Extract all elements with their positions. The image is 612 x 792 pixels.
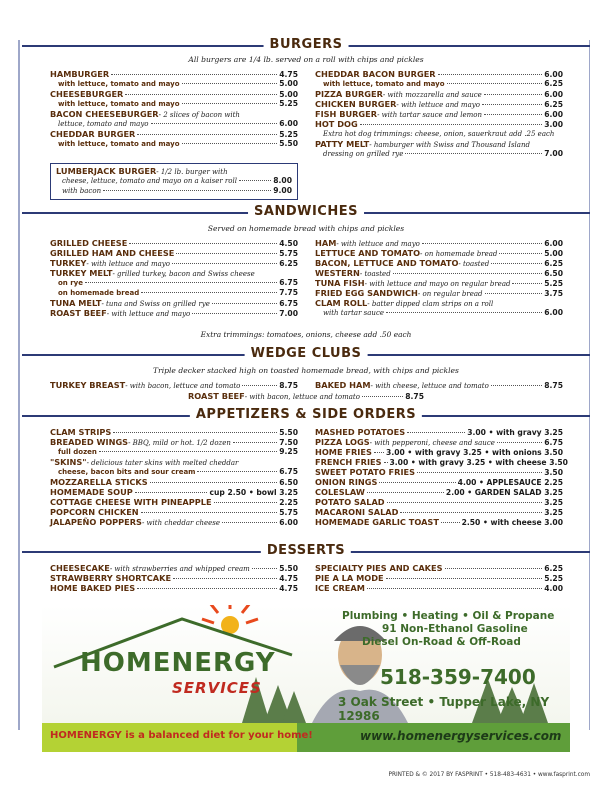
- dot-leader: [113, 432, 277, 433]
- dot-leader: [172, 263, 277, 264]
- dot-leader: [99, 451, 277, 452]
- apps-left-column: [50, 427, 298, 527]
- item-name: CHEDDAR BURGER: [50, 129, 136, 139]
- homenergy-ad: [42, 605, 570, 752]
- item-description: dressing on grilled rye: [323, 150, 404, 158]
- item-price: 5.50: [279, 428, 298, 437]
- menu-item: [50, 119, 298, 129]
- menu-item: [50, 583, 298, 593]
- item-description: - with lettuce and mayo: [396, 101, 480, 109]
- item-description: - with pepperoni, cheese and sauce: [369, 439, 495, 447]
- dot-leader: [367, 588, 542, 589]
- item-name: PIZZA BURGER: [315, 89, 383, 99]
- ad-line-1: Plumbing • Heating • Oil & Propane: [342, 610, 555, 622]
- printer-credit: PRINTED & © 2017 BY FASPRINT • 518-483-4631 • www.fasprint.com: [388, 772, 590, 778]
- item-price: 5.75: [279, 249, 298, 258]
- menu-item: [50, 308, 298, 318]
- dot-leader: [438, 74, 543, 75]
- item-price: 5.50: [279, 139, 298, 148]
- item-price: 6.00: [544, 110, 563, 119]
- item-name: TURKEY MELT: [50, 268, 113, 278]
- item-description: - 2 slices of bacon with: [158, 111, 240, 119]
- item-price: 4.50: [279, 239, 298, 248]
- item-description: - with lettuce and mayo: [336, 240, 420, 248]
- burgers-subtitle: All burgers are 1/4 lb. served on a roll with chips and pickles: [188, 55, 424, 64]
- item-price: 6.25: [544, 100, 563, 109]
- dot-leader: [137, 134, 277, 135]
- item-price: 6.00: [279, 119, 298, 128]
- menu-item: [50, 268, 298, 278]
- burgers-title: BURGERS: [264, 37, 349, 52]
- dot-leader: [176, 253, 277, 254]
- dot-leader: [212, 303, 277, 304]
- item-name: TURKEY: [50, 258, 87, 268]
- sandwiches-note: Extra trimmings: tomatoes, onions, cheese add .50 each: [200, 330, 412, 339]
- item-name: COLESLAW: [315, 487, 365, 497]
- item-name: SWEET POTATO FRIES: [315, 467, 415, 477]
- item-price: 6.75: [544, 438, 563, 447]
- dot-leader: [85, 282, 277, 283]
- menu-item: [50, 517, 298, 527]
- burgers-header: [22, 39, 590, 53]
- dot-leader: [407, 432, 465, 433]
- sandwiches-right-column: [315, 238, 563, 318]
- dot-leader: [182, 83, 278, 84]
- item-name: HOMEMADE GARLIC TOAST: [315, 517, 439, 527]
- ad-bottom-bar: [42, 723, 570, 752]
- wedge-item-2: BAKED HAM - with cheese, lettuce and tomato 8.75: [315, 380, 563, 390]
- ad-slogan: HOMENERGY is a balanced diet for your home!: [50, 730, 313, 741]
- item-description: - delicious tater skins with melted cheddar: [86, 459, 239, 467]
- dot-leader: [125, 94, 277, 95]
- item-name: COTTAGE CHEESE WITH PINEAPPLE: [50, 497, 212, 507]
- item-name: CHICKEN BURGER: [315, 99, 397, 109]
- item-price: 4.75: [279, 574, 298, 583]
- dot-leader: [512, 283, 542, 284]
- menu-item: [315, 278, 563, 288]
- item-price: 5.75: [279, 508, 298, 517]
- item-price: 4.75: [279, 584, 298, 593]
- item-price: 2.25: [279, 498, 298, 507]
- desserts-title: DESSERTS: [261, 543, 351, 558]
- item-price: 3.00 • with gravy 3.25 • with onions 3.50: [386, 448, 563, 457]
- dot-leader: [111, 74, 277, 75]
- item-price: 5.25: [279, 99, 298, 108]
- burgers-right-column: [315, 69, 563, 159]
- item-price: 5.25: [544, 279, 563, 288]
- item-name: HAM: [315, 238, 337, 248]
- menu-item: [50, 497, 298, 507]
- sandwiches-left-column: [50, 238, 298, 318]
- dot-leader: [141, 512, 278, 513]
- menu-item: [50, 437, 298, 447]
- item-price: 6.25: [279, 259, 298, 268]
- menu-item: [50, 238, 298, 248]
- menu-item: [50, 457, 298, 467]
- wedge-header: [22, 348, 590, 362]
- dot-leader: [484, 94, 542, 95]
- desserts-header: [22, 545, 590, 559]
- wedge-subtitle: Triple decker stacked high on toasted homemade bread, with chips and pickles: [153, 366, 459, 375]
- menu-item: [315, 497, 563, 507]
- dot-leader: [374, 452, 384, 453]
- dot-leader: [252, 568, 277, 569]
- item-price: 5.50: [279, 564, 298, 573]
- item-name: PIZZA LOGS: [315, 437, 370, 447]
- item-name: TUNA FISH: [315, 278, 365, 288]
- menu-item: [315, 447, 563, 457]
- menu-item: [50, 288, 298, 298]
- item-price: 6.50: [544, 269, 563, 278]
- item-price: 6.00: [544, 239, 563, 248]
- item-description: with lettuce, tomato and mayo: [58, 100, 180, 108]
- menu-item: [315, 507, 563, 517]
- item-price: 3.00 • with gravy 3.25 • with cheese 3.50: [389, 458, 568, 467]
- menu-item: [315, 563, 563, 573]
- item-description: lettuce, tomato and mayo: [58, 120, 149, 128]
- menu-item: [315, 248, 563, 258]
- menu-item: [50, 69, 298, 79]
- dot-leader: [422, 243, 542, 244]
- item-description: - toasted: [458, 260, 490, 268]
- wedge-title: WEDGE CLUBS: [245, 346, 368, 361]
- item-price: 2.00 • GARDEN SALAD 3.25: [445, 488, 563, 497]
- item-price: 5.25: [544, 574, 563, 583]
- item-price: 7.50: [279, 438, 298, 447]
- wedge-item-1: TURKEY BREAST - with bacon, lettuce and tomato 8.75: [50, 380, 298, 390]
- dot-leader: [482, 104, 542, 105]
- item-name: TUNA MELT: [50, 298, 102, 308]
- item-name: PIE A LA MODE: [315, 573, 384, 583]
- dot-leader: [417, 472, 542, 473]
- dot-leader: [151, 123, 278, 124]
- item-price: 3.00 • with gravy 3.25: [467, 428, 563, 437]
- menu-item: [315, 119, 563, 129]
- item-description: - with cheddar cheese: [141, 519, 221, 527]
- dot-leader: [222, 522, 277, 523]
- menu-item: [50, 139, 298, 149]
- menu-item: [315, 238, 563, 248]
- item-description: - tuna and Swiss on grilled rye: [101, 300, 210, 308]
- menu-item: [50, 298, 298, 308]
- item-name: ICE CREAM: [315, 583, 365, 593]
- sandwiches-title: SANDWICHES: [248, 204, 364, 219]
- burgers-left-column: [50, 69, 298, 149]
- item-name: CLAM STRIPS: [50, 427, 112, 437]
- dot-leader: [484, 114, 542, 115]
- sandwiches-header: [22, 206, 590, 220]
- dot-leader: [182, 143, 278, 144]
- dot-leader: [393, 273, 543, 274]
- dot-leader: [491, 263, 542, 264]
- item-price: 6.50: [279, 478, 298, 487]
- dot-leader: [405, 153, 542, 154]
- menu-item: [315, 149, 563, 159]
- item-description: - BBQ, mild or hot. 1/2 dozen: [128, 439, 231, 447]
- item-name: CLAM ROLL: [315, 298, 368, 308]
- item-name: ONION RINGS: [315, 477, 378, 487]
- menu-item: [50, 563, 298, 573]
- menu-item: [315, 79, 563, 89]
- item-name: HOME BAKED PIES: [50, 583, 136, 593]
- ad-line-3: Diesel On-Road & Off-Road: [362, 636, 521, 648]
- lumberjack-name: LUMBERJACK BURGER: [56, 166, 157, 176]
- menu-item: [315, 583, 563, 593]
- dot-leader: [197, 471, 277, 472]
- menu-item: [50, 99, 298, 109]
- menu-item: [315, 437, 563, 447]
- item-name: BREADED WINGS: [50, 437, 129, 447]
- menu-item: [315, 427, 563, 437]
- dot-leader: [214, 502, 278, 503]
- item-description: - with lettuce and mayo on regular bread: [364, 280, 511, 288]
- dot-leader: [497, 442, 542, 443]
- dot-leader: [233, 442, 277, 443]
- dot-leader: [367, 492, 444, 493]
- menu-item: [50, 79, 298, 89]
- item-description: on rye: [58, 279, 83, 287]
- item-price: 5.00: [279, 90, 298, 99]
- dot-leader: [150, 482, 278, 483]
- dot-leader: [141, 292, 277, 293]
- menu-item: [315, 258, 563, 268]
- item-name: POPCORN CHICKEN: [50, 507, 139, 517]
- item-name: CHEDDAR BACON BURGER: [315, 69, 436, 79]
- menu-item: [50, 487, 298, 497]
- desserts-left-column: [50, 563, 298, 593]
- right-border: [589, 40, 591, 730]
- dot-leader: [499, 253, 542, 254]
- item-price: 3.25: [544, 498, 563, 507]
- item-description: - with tartar sauce and lemon: [377, 111, 483, 119]
- item-name: "SKINS": [50, 457, 87, 467]
- item-price: 3.50: [544, 468, 563, 477]
- dot-leader: [182, 103, 278, 104]
- item-name: STRAWBERRY SHORTCAKE: [50, 573, 172, 583]
- item-name: HOT DOG: [315, 119, 358, 129]
- dot-leader: [135, 492, 208, 493]
- item-price: 3.00: [544, 120, 563, 129]
- menu-item: [315, 268, 563, 278]
- menu-item: [50, 129, 298, 139]
- item-description: with tartar sauce: [323, 309, 385, 317]
- item-name: LETTUCE AND TOMATO: [315, 248, 421, 258]
- dot-leader: [485, 293, 543, 294]
- item-price: 7.00: [279, 309, 298, 318]
- ad-brand: HOMENERGY: [80, 648, 276, 678]
- item-name: MOZZARELLA STICKS: [50, 477, 148, 487]
- item-name: SPECIALTY PIES AND CAKES: [315, 563, 443, 573]
- menu-item: [50, 427, 298, 437]
- item-price: 7.75: [279, 288, 298, 297]
- menu-item: [50, 573, 298, 583]
- item-name: HAMBURGER: [50, 69, 110, 79]
- item-name: CHEESEBURGER: [50, 89, 124, 99]
- item-price: 3.75: [544, 289, 563, 298]
- item-name: GRILLED HAM AND CHEESE: [50, 248, 175, 258]
- dot-leader: [360, 124, 543, 125]
- item-name: JALAPEÑO POPPERS: [50, 517, 142, 527]
- item-name: BACON CHEESEBURGER: [50, 109, 159, 119]
- dot-leader: [379, 482, 455, 483]
- item-price: 6.25: [544, 259, 563, 268]
- item-price: 9.25: [279, 447, 298, 456]
- item-name: HOMEMADE SOUP: [50, 487, 133, 497]
- dot-leader: [441, 522, 460, 523]
- item-price: 5.00: [279, 79, 298, 88]
- desserts-right-column: [315, 563, 563, 593]
- item-description: full dozen: [58, 448, 97, 456]
- ad-website[interactable]: www.homenergyservices.com: [360, 729, 562, 743]
- menu-item: [315, 89, 563, 99]
- item-description: - toasted: [359, 270, 391, 278]
- item-name: FRENCH FRIES: [315, 457, 382, 467]
- dot-leader: [173, 578, 277, 579]
- menu-item: [315, 487, 563, 497]
- dot-leader: [386, 578, 543, 579]
- menu-item: [315, 467, 563, 477]
- item-name: CHEESECAKE: [50, 563, 110, 573]
- apps-right-column: [315, 427, 568, 527]
- item-price: 6.25: [544, 79, 563, 88]
- menu-item: [50, 467, 298, 477]
- dot-leader: [447, 83, 543, 84]
- menu-item: [315, 298, 563, 308]
- item-name: HOME FRIES: [315, 447, 372, 457]
- menu-item: [315, 573, 563, 583]
- menu-item: [50, 447, 298, 457]
- menu-item: [50, 109, 298, 119]
- item-description: - batter dipped clam strips on a roll: [367, 300, 494, 308]
- dot-leader: [129, 243, 277, 244]
- item-description: on homemade bread: [58, 289, 140, 297]
- wedge-item-3: ROAST BEEF - with bacon, lettuce and tomato 8.75: [188, 391, 424, 401]
- ad-brand-sub: SERVICES: [172, 679, 262, 697]
- item-description: - grilled turkey, bacon and Swiss cheese: [112, 270, 255, 278]
- item-price: 2.50 • with cheese 3.00: [461, 518, 563, 527]
- item-price: 6.00: [279, 518, 298, 527]
- item-description: - with lettuce and mayo: [106, 310, 191, 318]
- item-description: with lettuce, tomato and mayo: [323, 80, 445, 88]
- item-price: 4.00 • APPLESAUCE 2.25: [457, 478, 563, 487]
- item-price: 4.75: [279, 70, 298, 79]
- dot-leader: [386, 312, 542, 313]
- sandwiches-subtitle: Served on homemade bread with chips and pickles: [207, 224, 405, 233]
- item-name: BACON, LETTUCE AND TOMATO: [315, 258, 459, 268]
- dot-leader: [387, 502, 543, 503]
- item-price: 6.00: [544, 90, 563, 99]
- item-description: Extra hot dog trimmings: cheese, onion, sauerkraut add .25 each: [323, 130, 555, 138]
- item-description: - on regular bread: [417, 290, 483, 298]
- item-price: 3.25: [544, 508, 563, 517]
- dot-leader: [137, 588, 277, 589]
- item-name: FISH BURGER: [315, 109, 378, 119]
- menu-item: [50, 278, 298, 288]
- ad-line-2: 91 Non-Ethanol Gasoline: [382, 623, 528, 635]
- item-description: cheese, bacon bits and sour cream: [58, 468, 196, 476]
- menu-item: [315, 308, 563, 318]
- dot-leader: [400, 512, 542, 513]
- item-price: 6.00: [544, 308, 563, 317]
- item-price: 4.00: [544, 584, 563, 593]
- menu-item: [315, 129, 563, 139]
- item-price: 6.25: [544, 564, 563, 573]
- item-description: - on homemade bread: [420, 250, 498, 258]
- menu-item: [315, 477, 563, 487]
- item-name: MACARONI SALAD: [315, 507, 399, 517]
- item-name: GRILLED CHEESE: [50, 238, 128, 248]
- menu-item: [315, 457, 568, 467]
- item-description: - with lettuce and mayo: [86, 260, 170, 268]
- item-name: POTATO SALAD: [315, 497, 385, 507]
- menu-item: [50, 89, 298, 99]
- item-price: 7.00: [544, 149, 563, 158]
- menu-item: [50, 507, 298, 517]
- ad-address: 3 Oak Street • Tupper Lake, NY 12986: [338, 695, 550, 723]
- item-price: 6.75: [279, 299, 298, 308]
- item-price: 5.25: [279, 130, 298, 139]
- menu-item: [315, 69, 563, 79]
- item-name: FRIED EGG SANDWICH: [315, 288, 418, 298]
- item-name: WESTERN: [315, 268, 360, 278]
- item-name: PATTY MELT: [315, 139, 370, 149]
- item-price: cup 2.50 • bowl 3.25: [209, 488, 298, 497]
- item-description: with lettuce, tomato and mayo: [58, 80, 180, 88]
- item-description: - with strawberries and whipped cream: [109, 565, 250, 573]
- menu-item: [315, 139, 563, 149]
- left-border: [18, 40, 20, 730]
- item-description: - with mozzarella and sauce: [382, 91, 482, 99]
- item-price: 6.00: [544, 70, 563, 79]
- menu-item: [50, 258, 298, 268]
- apps-header: [22, 409, 590, 423]
- dot-leader: [445, 568, 543, 569]
- menu-item: [315, 517, 563, 527]
- item-price: 6.75: [279, 467, 298, 476]
- item-price: 6.75: [279, 278, 298, 287]
- menu-item: [50, 248, 298, 258]
- dot-leader: [192, 313, 277, 314]
- menu-item: [50, 477, 298, 487]
- menu-item: [315, 288, 563, 298]
- apps-title: APPETIZERS & SIDE ORDERS: [190, 407, 422, 422]
- item-name: MASHED POTATOES: [315, 427, 406, 437]
- menu-item: [315, 99, 563, 109]
- item-name: ROAST BEEF: [50, 308, 107, 318]
- item-description: - hamburger with Swiss and Thousand Island: [369, 141, 530, 149]
- dot-leader: [384, 462, 388, 463]
- lumberjack-box: LUMBERJACK BURGER - 1/2 lb. burger with cheese, lettuce, tomato and mayo on a kaiser roll 8.00 with bacon 9.00: [50, 163, 298, 200]
- menu-item: [315, 109, 563, 119]
- item-price: 5.00: [544, 249, 563, 258]
- item-description: with lettuce, tomato and mayo: [58, 140, 180, 148]
- ad-phone: 518-359-7400: [380, 665, 536, 689]
